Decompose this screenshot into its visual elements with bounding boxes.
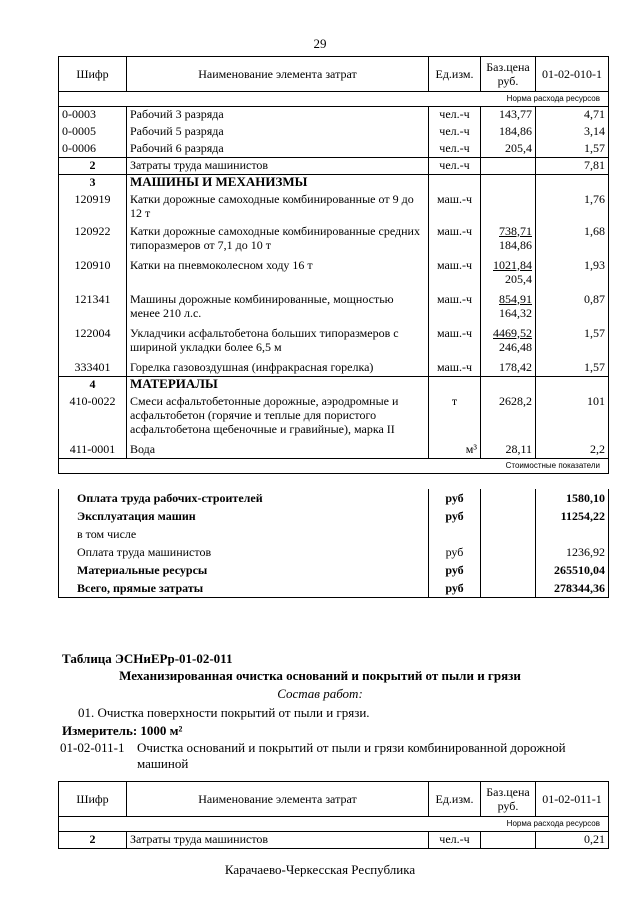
summary-unit: руб <box>429 543 481 561</box>
table-row <box>59 124 609 141</box>
summary-value: 1580,10 <box>536 489 609 507</box>
row-unit: чел.-ч <box>429 158 481 175</box>
header-code: Шифр <box>59 57 127 92</box>
row-name: Катки дорожные самоходные комбинированные от 9 до 12 т <box>127 192 429 224</box>
table-row <box>59 377 609 394</box>
header-name: Наименование элемента затрат <box>127 782 429 817</box>
summary-row <box>59 579 609 598</box>
row-price: 205,4 <box>481 141 536 158</box>
row-price: 2628,2 <box>481 394 536 442</box>
row-price <box>481 326 536 360</box>
row-price-sub: 205,4 <box>505 271 532 286</box>
summary-empty <box>481 507 536 525</box>
row-norm: 2,2 <box>536 442 609 459</box>
row-name: Затраты труда машинистов <box>127 832 429 849</box>
row-code: 411-0001 <box>59 442 127 459</box>
summary-value: 1236,92 <box>536 543 609 561</box>
summary-label: Оплата труда рабочих-строителей <box>59 489 429 507</box>
page-number: 29 <box>313 36 327 51</box>
row-norm: 1,68 <box>536 224 609 258</box>
summary-value: 265510,04 <box>536 561 609 579</box>
table-row <box>59 442 609 459</box>
row-price <box>481 377 536 394</box>
row-price <box>481 258 536 292</box>
row-price: 184,86 <box>481 124 536 141</box>
summary-value <box>536 525 609 543</box>
summary-row <box>59 489 609 507</box>
table-header <box>59 782 609 817</box>
row-norm: 0,21 <box>536 832 609 849</box>
row-unit <box>429 377 481 394</box>
row-name: Катки на пневмоколесном ходу 16 т <box>127 258 429 292</box>
summary-label: Материальные ресурсы <box>59 561 429 579</box>
row-norm: 7,81 <box>536 158 609 175</box>
summary-label: Всего, прямые затраты <box>59 579 429 598</box>
row-code: 122004 <box>59 326 127 360</box>
row-unit: маш.-ч <box>429 224 481 258</box>
row-norm: 1,57 <box>536 326 609 360</box>
summary-unit: руб <box>429 489 481 507</box>
summary-unit: руб <box>429 579 481 598</box>
row-code: 2 <box>59 158 127 175</box>
row-name: Смеси асфальтобетонные дорожные, аэродромные и асфальтобетон (горячие и теплые для пористого асфальтобетона щебеночные и гравийные), марка II <box>127 394 429 442</box>
table-row <box>59 360 609 377</box>
row-unit: маш.-ч <box>429 192 481 224</box>
resource-table-2 <box>58 781 609 849</box>
row-code: 120919 <box>59 192 127 224</box>
row-unit: чел.-ч <box>429 107 481 124</box>
row-price <box>481 224 536 258</box>
row-norm: 3,14 <box>536 124 609 141</box>
cost-label: Стоимостные показатели <box>59 459 609 474</box>
row-norm: 4,71 <box>536 107 609 124</box>
row-price <box>481 192 536 224</box>
row-unit: маш.-ч <box>429 360 481 377</box>
summary-value: 278344,36 <box>536 579 609 598</box>
row-price: 178,42 <box>481 360 536 377</box>
row-norm: 0,87 <box>536 292 609 326</box>
table-row <box>59 192 609 224</box>
row-price <box>481 175 536 192</box>
row-unit: маш.-ч <box>429 258 481 292</box>
row-code: 4 <box>59 377 127 394</box>
row-name: Вода <box>127 442 429 459</box>
cost-label-row <box>59 459 609 474</box>
row-name: Рабочий 6 разряда <box>127 141 429 158</box>
table-row <box>59 258 609 292</box>
row-price-main: 1021,84 <box>493 257 532 272</box>
cost-summary <box>58 489 609 598</box>
row-norm: 1,93 <box>536 258 609 292</box>
summary-label: Оплата труда машинистов <box>59 543 429 561</box>
table-row <box>59 832 609 849</box>
header-price: Баз.цена руб. <box>481 782 536 817</box>
row-code: 333401 <box>59 360 127 377</box>
summary-unit <box>429 525 481 543</box>
table-row <box>59 107 609 124</box>
row-price-main: 4469,52 <box>493 325 532 340</box>
row-price-sub: 184,86 <box>499 237 532 252</box>
row-price <box>481 832 536 849</box>
row-price-main: 854,91 <box>499 291 532 306</box>
row-code: 121341 <box>59 292 127 326</box>
section-subtitle: Механизированная очистка оснований и покрытий от пыли и грязи <box>119 668 521 683</box>
summary-row <box>59 525 609 543</box>
header-norm-code: 01-02-011-1 <box>536 782 609 817</box>
row-unit: м³ <box>429 442 481 459</box>
summary-empty <box>481 525 536 543</box>
table-row <box>59 292 609 326</box>
row-norm <box>536 377 609 394</box>
row-code: 0-0003 <box>59 107 127 124</box>
row-norm: 1,57 <box>536 360 609 377</box>
row-name: Машины дорожные комбинированные, мощностью менее 210 л.с. <box>127 292 429 326</box>
row-price-sub: 246,48 <box>499 339 532 354</box>
header-code: Шифр <box>59 782 127 817</box>
row-code: 120922 <box>59 224 127 258</box>
work-item: 01. Очистка поверхности покрытий от пыли и грязи. <box>78 705 370 720</box>
row-unit: чел.-ч <box>429 124 481 141</box>
row-code: 410-0022 <box>59 394 127 442</box>
row-norm <box>536 175 609 192</box>
header-price: Баз.цена руб. <box>481 57 536 92</box>
table-row <box>59 394 609 442</box>
summary-empty <box>481 543 536 561</box>
resource-table-1 <box>58 56 609 474</box>
summary-row <box>59 561 609 579</box>
summary-empty <box>481 561 536 579</box>
table-row <box>59 175 609 192</box>
row-price-sub: 164,32 <box>499 305 532 320</box>
table-row <box>59 158 609 175</box>
norm-label: Норма расхода ресурсов <box>59 817 609 832</box>
row-name: МАТЕРИАЛЫ <box>127 377 429 394</box>
row-name: Катки дорожные самоходные комбинированные средних типоразмеров от 7,1 до 10 т <box>127 224 429 258</box>
row-price-main: 738,71 <box>499 223 532 238</box>
summary-row <box>59 543 609 561</box>
row-name: Горелка газовоздушная (инфракрасная горелка) <box>127 360 429 377</box>
row-unit <box>429 175 481 192</box>
row-name: Рабочий 5 разряда <box>127 124 429 141</box>
row-price: 143,77 <box>481 107 536 124</box>
table-title: Таблица ЭСНиЕРр-01-02-011 <box>62 651 233 666</box>
header-unit: Ед.изм. <box>429 782 481 817</box>
table-row <box>59 224 609 258</box>
row-unit: чел.-ч <box>429 141 481 158</box>
table-row <box>59 141 609 158</box>
row-code: 120910 <box>59 258 127 292</box>
norm-label-row <box>59 817 609 832</box>
row-unit: маш.-ч <box>429 326 481 360</box>
summary-row <box>59 507 609 525</box>
row-code: 0-0006 <box>59 141 127 158</box>
work-title: Состав работ: <box>277 686 363 701</box>
row-code: 0-0005 <box>59 124 127 141</box>
header-name: Наименование элемента затрат <box>127 57 429 92</box>
row-unit: чел.-ч <box>429 832 481 849</box>
norm-label: Норма расхода ресурсов <box>59 92 609 107</box>
item-description: Очистка оснований и покрытий от пыли и грязи комбинированной дорожной машиной <box>137 740 566 771</box>
summary-unit: руб <box>429 507 481 525</box>
summary-empty <box>481 489 536 507</box>
row-name: Рабочий 3 разряда <box>127 107 429 124</box>
summary-empty <box>481 579 536 598</box>
table-header <box>59 57 609 92</box>
row-norm: 1,57 <box>536 141 609 158</box>
row-code: 3 <box>59 175 127 192</box>
header-unit: Ед.изм. <box>429 57 481 92</box>
item-code: 01-02-011-1 <box>60 740 125 755</box>
summary-label: Эксплуатация машин <box>59 507 429 525</box>
norm-label-row <box>59 92 609 107</box>
row-norm: 1,76 <box>536 192 609 224</box>
row-name: Затраты труда машинистов <box>127 158 429 175</box>
summary-unit: руб <box>429 561 481 579</box>
table-row <box>59 326 609 360</box>
row-price: 28,11 <box>481 442 536 459</box>
row-code: 2 <box>59 832 127 849</box>
row-price <box>481 158 536 175</box>
row-name: МАШИНЫ И МЕХАНИЗМЫ <box>127 175 429 192</box>
page-footer: Карачаево-Черкесская Республика <box>224 862 416 877</box>
row-norm: 101 <box>536 394 609 442</box>
meter: Измеритель: 1000 м² <box>62 723 183 738</box>
summary-label: в том числе <box>59 525 429 543</box>
row-price <box>481 292 536 326</box>
header-norm-code: 01-02-010-1 <box>536 57 609 92</box>
row-name: Укладчики асфальтобетона больших типоразмеров с шириной укладки более 6,5 м <box>127 326 429 360</box>
row-unit: т <box>429 394 481 442</box>
summary-value: 11254,22 <box>536 507 609 525</box>
row-unit: маш.-ч <box>429 292 481 326</box>
